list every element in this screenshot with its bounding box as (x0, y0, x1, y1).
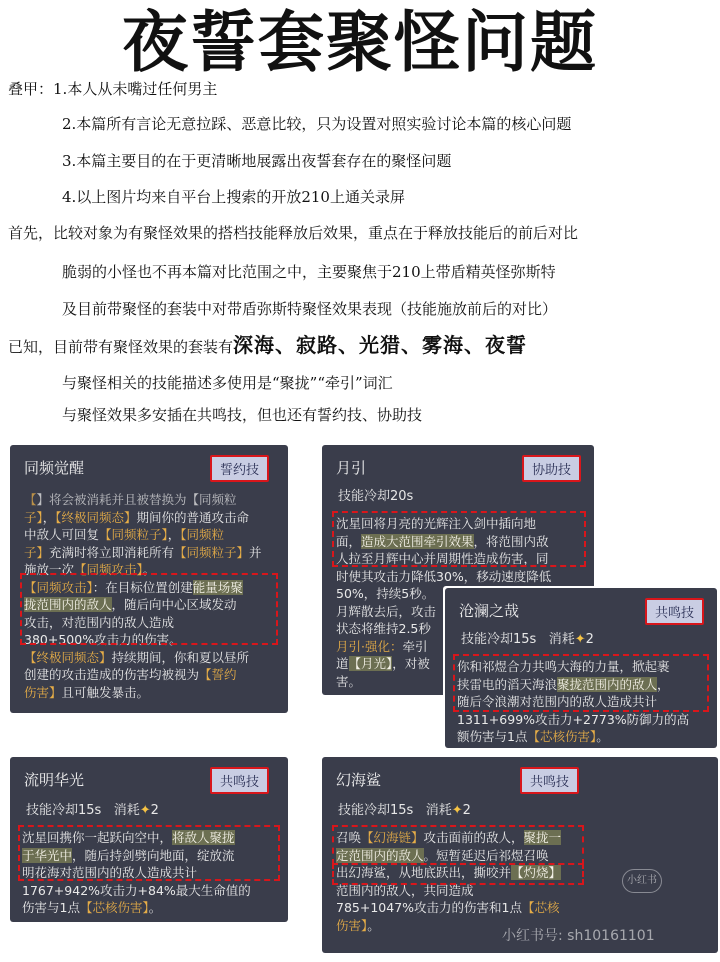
skill-name: 流明华光 (24, 771, 85, 789)
cost-label: 消耗 (548, 632, 575, 647)
desc-line: 出幻海鲨，从地底跃出，撕咬并【灼烧】 (336, 865, 562, 880)
skill-type-tag: 协助技 (522, 455, 581, 482)
desc-line: 额伤害与1点【芯核伤害】。 (457, 729, 609, 744)
desc-line: 挟雷电的滔天海浪聚拢范围内的敌人， (457, 676, 670, 692)
highlight-box (332, 511, 586, 567)
desc-line: 【同频攻击】：在目标位置创建能量场聚 (24, 579, 243, 595)
skill-card-canglan (445, 588, 717, 748)
skill-cooldown (338, 799, 471, 818)
sets-list: 深海、寂路、光猎、雾海、夜誓 (233, 333, 528, 357)
skill-name: 月引 (336, 459, 367, 477)
desc-line: 沈星回携你一起跃向空中，将敌人聚拢 (22, 830, 235, 845)
desc-line: 状态将维持2.5秒 (336, 621, 431, 636)
disclaimer-label: 叠甲： (8, 80, 54, 98)
desc-line: 【终极同频态】持续期间，你和夏以昼所 (24, 649, 250, 665)
skill-type-tag: 誓约技 (210, 455, 269, 482)
paragraph-line: 与聚怪效果多安插在共鸣技，但也还有誓约技、协助技 (62, 406, 423, 424)
highlight-box (453, 654, 709, 712)
cost-label: 消耗 (113, 803, 140, 818)
cost-value: 2 (585, 632, 594, 647)
skill-cooldown (461, 628, 594, 647)
disclaimer-line-1 (8, 78, 217, 100)
cooldown-value: 技能冷却15s (461, 632, 537, 647)
xiaohongshu-logo: 小红书 (622, 869, 662, 893)
page-title: 夜誓套聚怪问题 (122, 3, 598, 81)
cooldown-value: 技能冷却15s (338, 803, 414, 818)
desc-line: 明花海对范围内的敌人造成共计 (22, 865, 198, 880)
desc-line: 害。 (336, 673, 362, 689)
desc-line: 人拉至月辉中心并周期性造成伤害，同 (336, 551, 549, 566)
skill-cooldown (26, 799, 159, 818)
skill-name: 幻海鲨 (336, 771, 382, 789)
skill-type-tag: 共鸣技 (210, 767, 269, 794)
desc-line: 召唤【幻海链】攻击面前的敌人，聚拢一 (336, 830, 562, 845)
highlight-box (332, 863, 584, 885)
paragraph-line: 与聚怪相关的技能描述多使用是“聚拢”“牵引”词汇 (62, 374, 393, 392)
skill-type-tag: 共鸣技 (645, 598, 704, 625)
desc-line: 中敌人可回复【同频粒子】，【同频粒 (24, 527, 225, 542)
desc-line: 伤害】。 (336, 917, 380, 933)
paragraph-line: 及目前带聚怪的套装中对带盾弥斯特聚怪效果表现（技能施放前后的对比） (62, 300, 558, 318)
desc-line: 面，造成大范围牵引效果，将范围内敌 (336, 533, 549, 549)
desc-line: 月引·强化：牵引 (336, 638, 428, 654)
watermark-text: 小红书号: sh10161101 (502, 928, 655, 944)
desc-line: 拢范围内的敌人，随后向中心区域发动 (24, 597, 237, 612)
desc-line: 你和祁煜合力共鸣大海的力量，掀起裹 (457, 659, 670, 674)
highlight-box (332, 825, 584, 865)
disclaimer-item: 2.本篇所有言论无意拉踩、恶意比较，只为设置对照实验讨论本篇的核心问题 (62, 115, 572, 133)
skill-name: 同频觉醒 (24, 459, 85, 477)
desc-line: 创建的攻击造成的伤害均被视为【誓约 (24, 667, 237, 682)
desc-line: 施放一次【同频攻击】。 (24, 562, 156, 577)
skill-type-tag: 共鸣技 (520, 767, 579, 794)
desc-line: 【】将会被消耗并且被替换为【同频粒 (24, 492, 237, 507)
skill-cooldown: 技能冷却20s (338, 489, 414, 504)
desc-line: 定范围内的敌人。短暂延迟后祁煜召唤 (336, 847, 549, 863)
desc-line: 随后令浪潮对范围内的敌人造成共计 (457, 694, 658, 709)
skill-card-tongpin (10, 445, 288, 713)
desc-line: 50%，持续5秒。 (336, 586, 435, 601)
cost-value: 2 (150, 803, 159, 818)
desc-line: 785+1047%攻击力的伤害和1点【芯核 (336, 900, 560, 915)
highlight-box (20, 573, 278, 645)
resonance-point-icon: ✦ (451, 803, 463, 818)
desc-line: 1767+942%攻击力+84%最大生命值的 (22, 882, 251, 898)
desc-line: 时使其攻击力降低30%，移动速度降低 (336, 568, 552, 584)
desc-line: 380+500%攻击力的伤害。 (24, 632, 182, 647)
desc-line: 攻击，对范围内的敌人造成 (24, 614, 175, 630)
disclaimer-item: 4.以上图片均来自平台上搜索的开放210上通关录屏 (62, 188, 405, 206)
highlight-box (18, 825, 280, 881)
desc-line: 沈星回将月亮的光辉注入剑中插向地 (336, 516, 537, 531)
skill-card-liuming (10, 757, 288, 922)
desc-line: 道【月光】，对被 (336, 656, 430, 671)
desc-line: 范围内的敌人，共同造成 (336, 882, 474, 898)
desc-line: 月辉散去后，攻击 (336, 603, 437, 619)
desc-line: 伤害与1点【芯核伤害】。 (22, 900, 162, 915)
resonance-point-icon: ✦ (139, 803, 151, 818)
desc-line: 于华光中，随后持剑劈向地面，绽放流 (22, 847, 235, 863)
sets-lead: 已知，目前带有聚怪效果的套装有 (8, 338, 234, 356)
desc-line: 伤害】且可触发暴击。 (24, 684, 150, 700)
skill-name: 沧澜之哉 (459, 602, 520, 620)
cost-value: 2 (462, 803, 471, 818)
disclaimer-item: 3.本篇主要目的在于更清晰地展露出夜誓套存在的聚怪问题 (62, 152, 452, 170)
cooldown-value: 技能冷却15s (26, 803, 102, 818)
desc-line: 子】，【终极同频态】期间你的普通攻击命 (24, 509, 250, 525)
desc-line: 子】充满时将立即消耗所有【同频粒子】并 (24, 544, 262, 560)
cost-label: 消耗 (425, 803, 452, 818)
paragraph-line: 脆弱的小怪也不再本篇对比范围之中，主要聚焦于210上带盾精英怪弥斯特 (62, 263, 556, 281)
desc-line: 1311+699%攻击力+2773%防御力的高 (457, 711, 690, 727)
disclaimer-item: 1.本人从未嘴过任何男主 (53, 80, 218, 98)
paragraph-line: 首先，比较对象为有聚怪效果的搭档技能释放后效果，重点在于释放技能后的前后对比 (8, 224, 579, 242)
resonance-point-icon: ✦ (574, 632, 586, 647)
skill-card-huanhai (322, 757, 718, 953)
paragraph-line (8, 334, 527, 358)
